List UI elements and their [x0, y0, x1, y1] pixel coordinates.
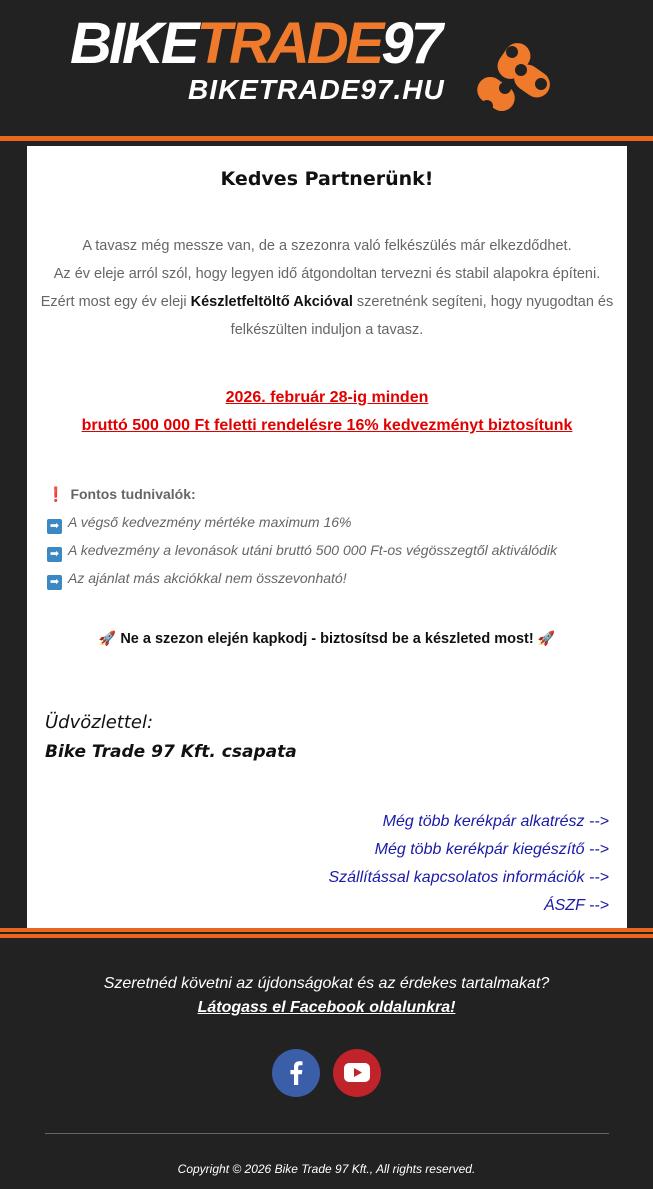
follow-text: Szeretnéd követni az újdonságokat és az érdekes tartalmakat?	[103, 975, 550, 992]
cta-text: Ne a szezon elején kapkodj - biztosítsd be a készleted most!	[120, 631, 534, 647]
email-header	[0, 0, 653, 136]
notes-section	[47, 480, 607, 592]
cta-line	[27, 630, 627, 647]
facebook-page-link[interactable]: Látogass el Facebook oldalunkra!	[197, 999, 456, 1016]
note-item	[47, 508, 607, 536]
notes-heading: Fontos tudnivalók:	[70, 486, 196, 502]
rocket-icon: 🚀	[98, 630, 117, 646]
closing-text: Üdvözlettel:	[45, 712, 154, 733]
exclamation-icon: ❗	[47, 486, 65, 502]
promo-line-1: 2026. február 28-ig minden	[225, 389, 429, 406]
note-text: Az ajánlat más akciókkal nem összevonható!	[68, 570, 347, 586]
header-stripe	[0, 136, 653, 141]
footer-follow	[0, 972, 653, 1020]
note-item	[47, 536, 607, 564]
note-item	[47, 564, 607, 592]
intro-line-1: A tavasz még messze van, de a szezonra való felkészülés már elkezdődhet.	[82, 238, 572, 254]
logo-text-trade: TRADE	[196, 11, 382, 76]
intro-line-2: Az év eleje arról szól, hogy legyen idő átgondoltan tervezni és stabil alapokra építeni.	[53, 266, 601, 282]
logo-text-bike: BIKE	[70, 11, 197, 76]
campaign-name: Készletfeltöltő Akcióval	[190, 294, 353, 310]
logo-url-text: BIKETRADE97.HU	[188, 74, 445, 105]
brand-logo[interactable]	[70, 11, 560, 124]
footer-stripe	[0, 928, 653, 938]
notes-heading-row	[47, 480, 607, 508]
link-parts[interactable]: Még több kerékpár alkatrész -->	[382, 813, 609, 830]
link-shipping-info[interactable]: Szállítással kapcsolatos információk -->	[328, 869, 609, 886]
email-content	[27, 146, 627, 928]
intro-line-3-start: Ezért most egy év eleji	[40, 294, 191, 310]
promo-line-2: bruttó 500 000 Ft feletti rendelésre 16% kedvezményt biztosítunk	[81, 417, 573, 434]
copyright-text: Copyright © 2026 Bike Trade 97 Kft., All rights reserved.	[177, 1162, 476, 1176]
signature: Bike Trade 97 Kft. csapata	[45, 742, 297, 762]
footer-links	[49, 808, 609, 920]
logo-wordmark	[70, 11, 440, 76]
footer-divider	[45, 1133, 609, 1134]
link-accessories[interactable]: Még több kerékpár kiegészítő -->	[374, 841, 609, 858]
bike-chain-icon	[475, 40, 557, 122]
youtube-icon[interactable]	[333, 1049, 381, 1097]
greeting-heading: Kedves Partnerünk!	[220, 168, 434, 190]
intro-line-3-end: szeretnénk segíteni, hogy nyugodtan és felkészülten induljon a tavasz.	[230, 294, 614, 338]
promo-block	[27, 384, 627, 440]
note-text: A kedvezmény a levonások utáni bruttó 500 000 Ft-os végösszegtől aktiválódik	[68, 542, 557, 558]
facebook-icon[interactable]	[272, 1049, 320, 1097]
logo-text-97: 97	[381, 11, 440, 76]
link-terms[interactable]: ÁSZF -->	[543, 897, 609, 914]
social-icons	[0, 1049, 653, 1097]
arrow-right-icon: ➡	[47, 519, 62, 534]
arrow-right-icon: ➡	[47, 575, 62, 590]
note-text: A végső kedvezmény mértéke maximum 16%	[68, 514, 352, 530]
intro-paragraph	[37, 232, 617, 344]
intro-line-3	[37, 288, 617, 344]
rocket-icon: 🚀	[537, 630, 556, 646]
arrow-right-icon: ➡	[47, 547, 62, 562]
